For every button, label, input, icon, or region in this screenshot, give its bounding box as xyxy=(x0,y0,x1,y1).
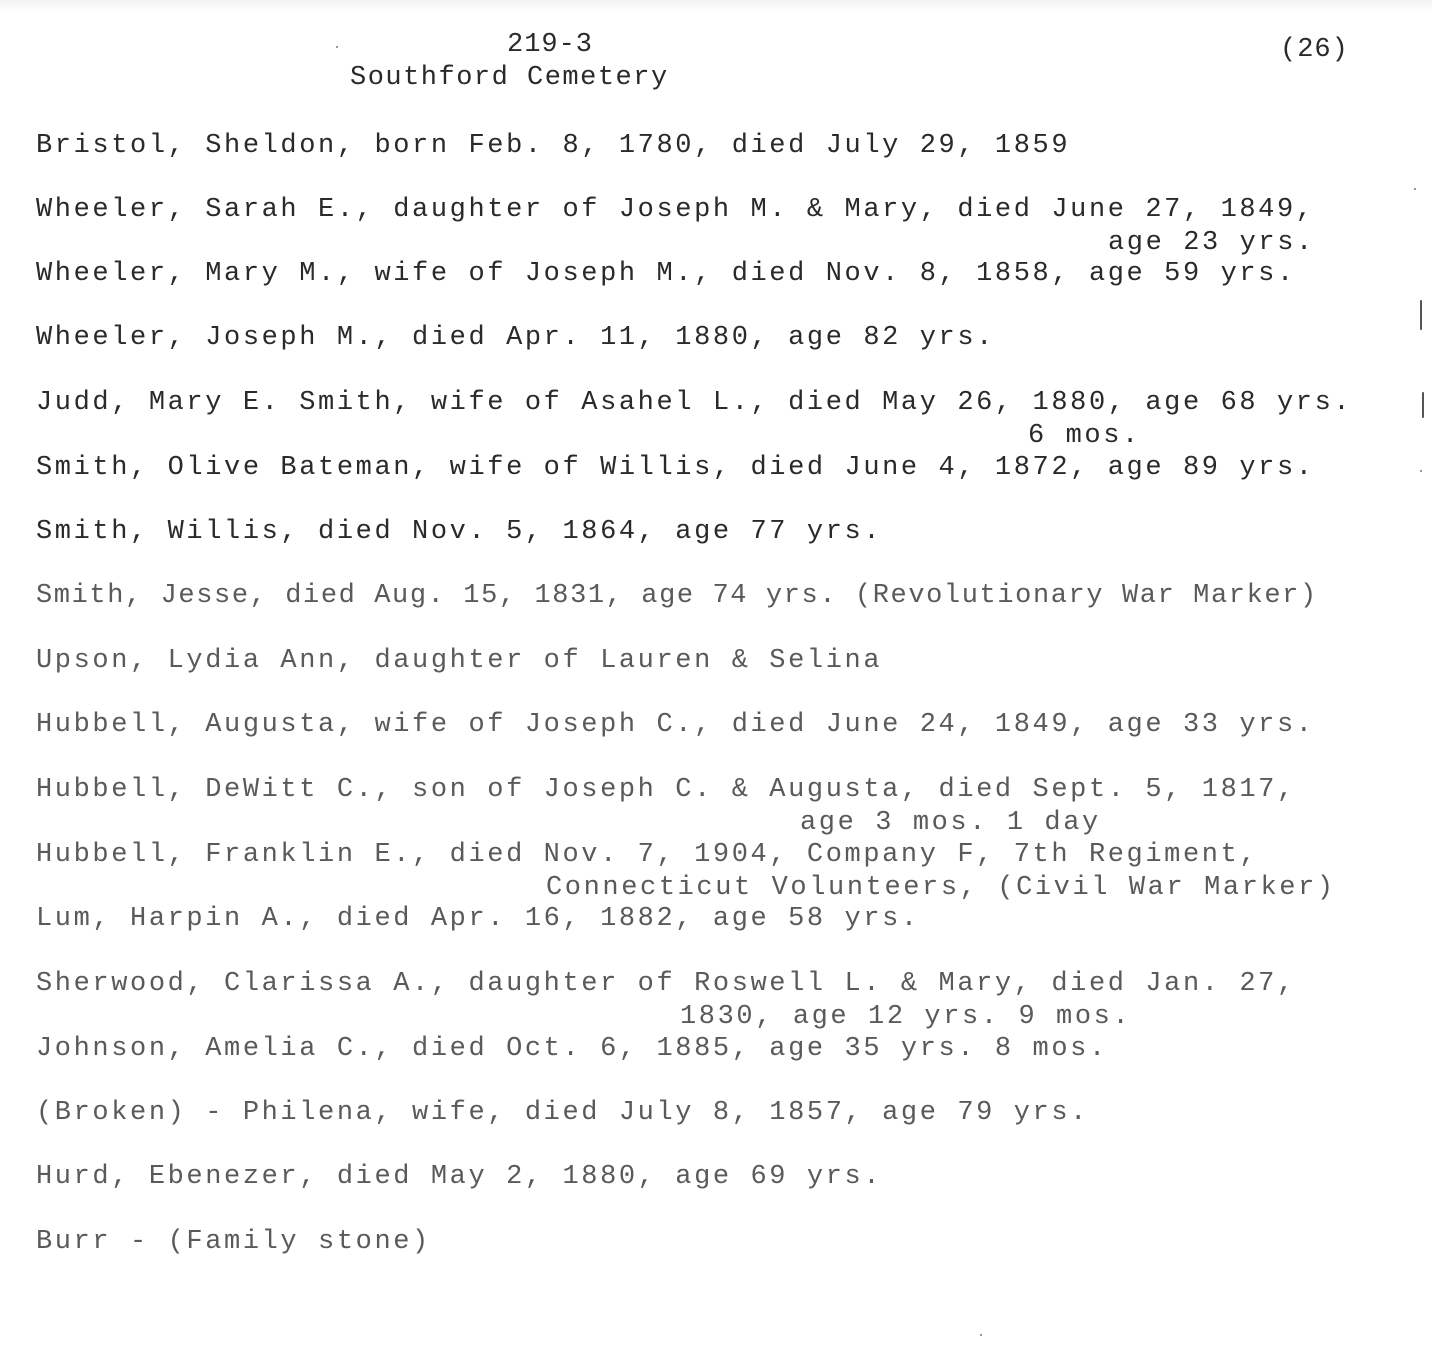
paper-speck xyxy=(1414,188,1416,190)
entry-burr-family-stone: Burr - (Family stone) xyxy=(36,1227,431,1257)
entry-hubbell-dewitt: Hubbell, DeWitt C., son of Joseph C. & Augusta, died Sept. 5, 1817, xyxy=(36,775,1296,805)
entry-broken-philena: (Broken) - Philena, wife, died July 8, 1857, age 79 yrs. xyxy=(36,1098,1089,1128)
entry-judd-mary: Judd, Mary E. Smith, wife of Asahel L., died May 26, 1880, age 68 yrs. xyxy=(36,388,1353,418)
entry-smith-olive: Smith, Olive Bateman, wife of Willis, died June 4, 1872, age 89 yrs. xyxy=(36,453,1315,483)
margin-mark xyxy=(1422,392,1424,418)
entry-smith-jesse: Smith, Jesse, died Aug. 15, 1831, age 74 yrs. (Revolutionary War Marker) xyxy=(36,581,1318,611)
entry-lum-harpin: Lum, Harpin A., died Apr. 16, 1882, age 58 yrs. xyxy=(36,904,920,934)
entry-upson-lydia: Upson, Lydia Ann, daughter of Lauren & Selina xyxy=(36,646,883,676)
entry-bristol-sheldon: Bristol, Sheldon, born Feb. 8, 1780, died July 29, 1859 xyxy=(36,131,1071,161)
entry-hubbell-franklin-continuation: Connecticut Volunteers, (Civil War Marker) xyxy=(546,873,1336,903)
entry-judd-mary-continuation: 6 mos. xyxy=(1028,421,1141,451)
paper-speck xyxy=(980,1334,982,1336)
entry-hubbell-augusta: Hubbell, Augusta, wife of Joseph C., died June 24, 1849, age 33 yrs. xyxy=(36,710,1315,740)
entry-sherwood-clarissa-continuation: 1830, age 12 yrs. 9 mos. xyxy=(680,1002,1132,1032)
entry-hurd-ebenezer: Hurd, Ebenezer, died May 2, 1880, age 69 yrs. xyxy=(36,1162,883,1192)
record-code: 219-3 xyxy=(507,30,594,60)
cemetery-title: Southford Cemetery xyxy=(350,63,669,93)
paper-speck xyxy=(336,46,338,48)
paper-speck xyxy=(1420,470,1422,472)
margin-mark xyxy=(1420,300,1422,330)
entry-smith-willis: Smith, Willis, died Nov. 5, 1864, age 77 yrs. xyxy=(36,517,883,547)
page-number: (26) xyxy=(1280,35,1349,65)
entry-hubbell-dewitt-continuation: age 3 mos. 1 day xyxy=(800,808,1101,838)
entry-wheeler-mary: Wheeler, Mary M., wife of Joseph M., died Nov. 8, 1858, age 59 yrs. xyxy=(36,259,1296,289)
entry-wheeler-joseph: Wheeler, Joseph M., died Apr. 11, 1880, age 82 yrs. xyxy=(36,323,995,353)
entry-johnson-amelia: Johnson, Amelia C., died Oct. 6, 1885, age 35 yrs. 8 mos. xyxy=(36,1034,1108,1064)
entry-wheeler-sarah-continuation: age 23 yrs. xyxy=(1108,228,1315,258)
entry-hubbell-franklin: Hubbell, Franklin E., died Nov. 7, 1904, Company F, 7th Regiment, xyxy=(36,840,1259,870)
entry-sherwood-clarissa: Sherwood, Clarissa A., daughter of Roswell L. & Mary, died Jan. 27, xyxy=(36,969,1296,999)
entry-wheeler-sarah: Wheeler, Sarah E., daughter of Joseph M. & Mary, died June 27, 1849, xyxy=(36,195,1315,225)
